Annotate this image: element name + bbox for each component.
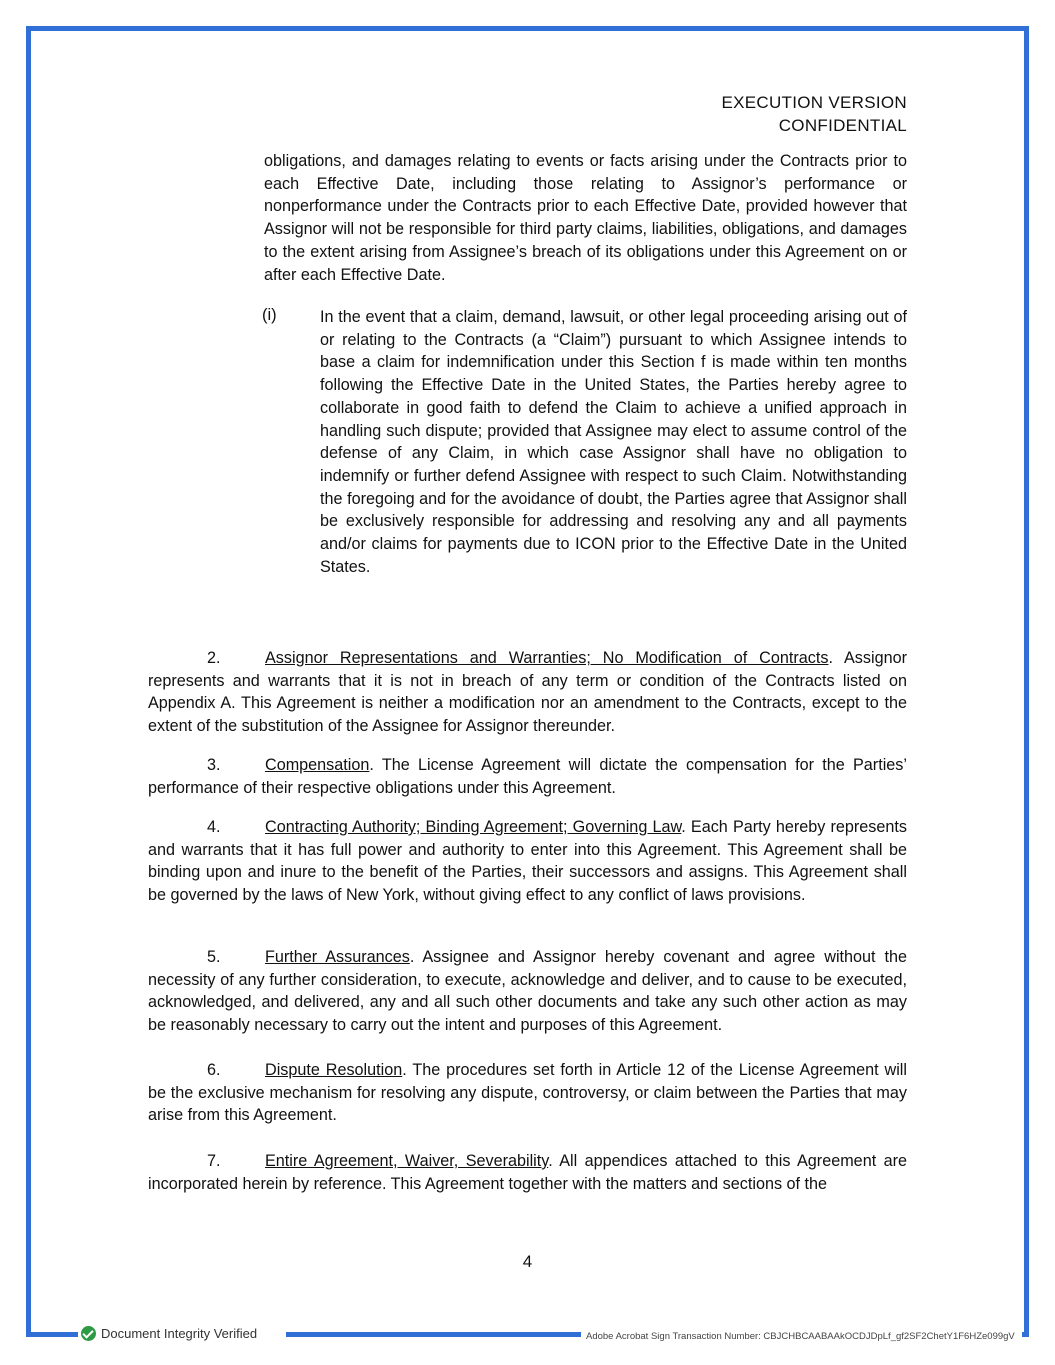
document-header	[721, 91, 907, 137]
section-body: . The procedures set forth in Article 12 of the License Agreement will be the exclusive mechanism for resolving any dispute, controversy, or claim between the Parties that may arise from this Agreement.	[148, 1061, 907, 1125]
section-5	[148, 946, 907, 1037]
section-3	[148, 754, 907, 799]
section-2	[148, 647, 907, 738]
footer-rule-right	[1022, 1332, 1029, 1337]
section-heading: Contracting Authority; Binding Agreement; Governing Law	[265, 818, 682, 836]
document-integrity-badge[interactable]	[81, 1326, 257, 1341]
section-body: . Each Party hereby represents and warrants that it has full power and authority to enter into this Agreement. This Agreement shall be binding upon and inure to the benefit of the Parties, their successors and assigns. This Agreement shall be governed by the laws of New York, without giving effect to any conflict of laws provisions.	[148, 818, 907, 905]
section-number: 5.	[207, 948, 221, 966]
section-body: . The License Agreement will dictate the compensation for the Parties’ performance of their respective obligations under this Agreement.	[148, 756, 907, 797]
subsection-i-text: In the event that a claim, demand, lawsuit, or other legal proceeding arising out of or relating to the Contracts (a “Claim”) pursuant to which Assignee intends to base a claim for indemnification under this Section f is made within ten months following the Effective Date in the United States, the Parties hereby agree to collaborate in good faith to defend the Claim to achieve a unified approach in handling such dispute; provided that Assignee may elect to assume control of the defense of any Claim, in which case Assignor shall have no obligation to indemnify or further defend Assignee with respect to such Claim. Notwithstanding the foregoing and for the avoidance of doubt, the Parties agree that Assignor shall be exclusively responsible for addressing and resolving any and all payments and/or claims for payments due to ICON prior to the Effective Date in the United States.	[320, 308, 907, 576]
section-number: 3.	[207, 756, 221, 774]
section-body: . Assignee and Assignor hereby covenant and agree without the necessity of any further consideration, to execute, acknowledge and deliver, and to cause to be executed, acknowledged, and delivered, any and all such other documents and take any such other action as may be reasonably necessary to carry out the intent and purposes of this Agreement.	[148, 948, 907, 1035]
footer-rule-middle	[286, 1332, 581, 1337]
section-heading: Dispute Resolution	[265, 1061, 403, 1079]
section-heading: Compensation	[265, 756, 370, 774]
header-execution-version: EXECUTION VERSION	[721, 93, 907, 112]
section-heading: Entire Agreement, Waiver, Severability	[265, 1152, 549, 1170]
section-6	[148, 1059, 907, 1127]
section-number: 4.	[207, 818, 221, 836]
section-heading: Assignor Representations and Warranties; No Modification of Contracts	[265, 649, 829, 667]
transaction-number: Adobe Acrobat Sign Transaction Number: CBJCHBCAABAAkOCDJDpLf_gf2SF2ChetY1F6HZe099gV	[586, 1331, 1015, 1342]
verified-label: Document Integrity Verified	[101, 1326, 258, 1341]
section-number: 2.	[207, 649, 221, 667]
verified-check-icon	[81, 1326, 96, 1341]
continued-paragraph: obligations, and damages relating to events or facts arising under the Contracts prior to each Effective Date, including those relating to Assignor’s performance or nonperformance under the Contracts prior to each Effective Date, provided however that Assignor will not be responsible for third party claims, liabilities, obligations, and damages to the extent arising from Assignee’s breach of its obligations under this Agreement on or after each Effective Date.	[264, 152, 907, 284]
section-4	[148, 816, 907, 907]
section-7	[148, 1150, 907, 1195]
header-confidential: CONFIDENTIAL	[778, 116, 907, 135]
footer-rule-left	[26, 1332, 78, 1337]
section-body: . All appendices attached to this Agreement are incorporated herein by reference. This Agreement together with the matters and sections of the	[148, 1152, 908, 1193]
section-number: 6.	[207, 1061, 221, 1079]
section-heading: Further Assurances	[265, 948, 410, 966]
subsection-label: (i)	[262, 306, 277, 324]
section-number: 7.	[207, 1152, 221, 1170]
section-body: . Assignor represents and warrants that it is not in breach of any term or condition of the Contracts listed on Appendix A. This Agreement is neither a modification nor an amendment to the Contracts, except to the extent of the substitution of the Assignee for Assignor thereunder.	[148, 649, 907, 736]
page-number: 4	[522, 1252, 533, 1271]
